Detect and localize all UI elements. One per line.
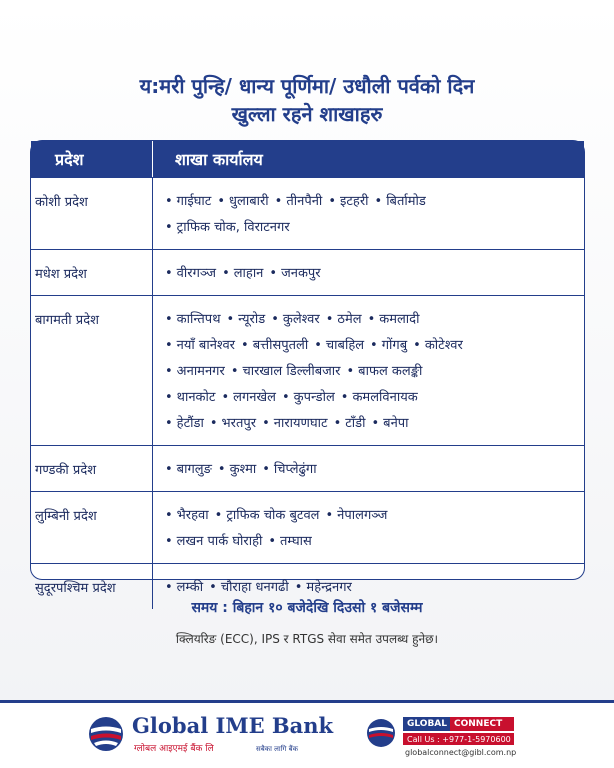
table-row <box>31 295 584 445</box>
gc-connect-label: CONNECT <box>450 717 514 731</box>
branch-cell <box>153 446 584 491</box>
bank-name: Global IME Bank <box>132 713 334 738</box>
branch-cell <box>153 250 584 295</box>
branch-name: • कमलविनायक <box>335 390 418 405</box>
gc-call-number: Call Us : +977-1-5970600 <box>403 733 514 745</box>
province-cell: कोशी प्रदेश <box>31 178 153 249</box>
branch-name: • लगनखेल <box>215 390 275 405</box>
branch-line <box>159 411 584 437</box>
branch-name: • तीनपैनी <box>269 194 323 209</box>
branch-name: • चौराहा धनगढी <box>203 580 289 595</box>
branch-name: • टाँडी <box>328 416 366 431</box>
branch-name: • महेन्द्रनगर <box>289 580 352 595</box>
branch-name: • नेपालगञ्ज <box>320 508 388 523</box>
branch-name: • कुपन्डोल <box>276 390 335 405</box>
service-time: समय : बिहान १० बजेदेखि दिउसो १ बजेसम्म <box>191 600 423 616</box>
service-note: क्लियरिङ (ECC), IPS र RTGS सेवा समेत उपलब्ध हुनेछ। <box>175 632 439 646</box>
province-cell: सुदूरपश्चिम प्रदेश <box>31 564 153 609</box>
branch-name: • बिर्तामोड <box>369 194 426 209</box>
branch-name: • चारखाल डिल्लीबजार <box>225 364 341 379</box>
table-body <box>31 177 584 609</box>
province-cell: गण्डकी प्रदेश <box>31 446 153 491</box>
branch-name: • न्यूरोड <box>221 312 266 327</box>
province-cell: बागमती प्रदेश <box>31 296 153 445</box>
branch-cell <box>153 492 584 563</box>
branch-table <box>30 140 585 596</box>
branch-line <box>159 503 584 529</box>
branch-name: • बनेपा <box>365 416 408 431</box>
branch-line <box>159 359 584 385</box>
bank-globe-icon <box>88 716 124 752</box>
branch-name: • तम्घास <box>262 534 311 549</box>
table-row <box>31 491 584 563</box>
gc-email: globalconnect@gibl.com.np <box>405 748 517 757</box>
branch-name: • इटहरी <box>322 194 368 209</box>
branch-name: • कोटेश्वर <box>407 338 463 353</box>
branch-name: • चाबहिल <box>308 338 364 353</box>
branch-line <box>159 215 584 241</box>
branch-name: • भरतपुर <box>204 416 256 431</box>
branch-name: • बत्तीसपुतली <box>235 338 308 353</box>
branch-cell <box>153 178 584 249</box>
table-header <box>31 141 584 177</box>
table-row <box>31 445 584 491</box>
branch-name: • गाईघाट <box>159 194 211 209</box>
province-cell: लुम्बिनी प्रदेश <box>31 492 153 563</box>
branch-line <box>159 333 584 359</box>
branch-name: • ठमेल <box>320 312 362 327</box>
branch-line <box>159 261 584 287</box>
province-cell: मधेश प्रदेश <box>31 250 153 295</box>
branch-name: • लखन पार्क घोराही <box>159 534 262 549</box>
global-connect-badge <box>403 717 514 731</box>
bank-tagline: सबैका लागि बैंक <box>256 745 299 753</box>
branch-name: • कुलेश्वर <box>265 312 320 327</box>
title-line-2: खुल्ला रहने शाखाहरु <box>231 102 383 126</box>
branch-name: • ट्राफिक चोक, विराटनगर <box>159 220 290 235</box>
bank-name-nepali: ग्लोबल आइएमई बैंक लि <box>134 744 214 754</box>
branch-name: • अनामनगर <box>159 364 225 379</box>
header-province: प्रदेश <box>31 141 153 177</box>
header-branch: शाखा कार्यालय <box>175 150 263 169</box>
gc-global-label: GLOBAL <box>407 719 448 729</box>
branch-name: • कमलादी <box>362 312 420 327</box>
branch-name: • चिप्लेढुंगा <box>256 462 316 477</box>
branch-name: • कान्तिपथ <box>159 312 221 327</box>
table-row <box>31 249 584 295</box>
branch-name: • ट्राफिक चोक बुटवल <box>209 508 320 523</box>
branch-name: • हेटौंडा <box>159 416 204 431</box>
branch-name: • बाफल कलङ्की <box>341 364 423 379</box>
branch-name: • थानकोट <box>159 390 215 405</box>
branch-name: • लम्की <box>159 580 203 595</box>
branch-line <box>159 457 584 483</box>
branch-line <box>159 189 584 215</box>
branch-name: • धुलाबारी <box>211 194 268 209</box>
branch-line <box>159 385 584 411</box>
branch-name: • वीरगञ्ज <box>159 266 216 281</box>
branch-line <box>159 307 584 333</box>
branch-name: • गोंगबु <box>364 338 407 353</box>
branch-name: • नारायणघाट <box>256 416 327 431</box>
branch-name: • कुश्मा <box>212 462 256 477</box>
branch-name: • लाहान <box>216 266 263 281</box>
footer <box>0 703 614 768</box>
branch-name: • बागलुङ <box>159 462 212 477</box>
global-connect-globe-icon <box>366 718 396 748</box>
title-line-1: य:मरी पुन्हि/ धान्य पूर्णिमा/ उधौली पर्वको दिन <box>139 74 475 98</box>
branch-name: • जनकपुर <box>263 266 320 281</box>
branch-name: • नयाँ बानेश्वर <box>159 338 235 353</box>
branch-line <box>159 529 584 555</box>
branch-cell <box>153 296 584 445</box>
branch-name: • भैरहवा <box>159 508 209 523</box>
table-row <box>31 177 584 249</box>
